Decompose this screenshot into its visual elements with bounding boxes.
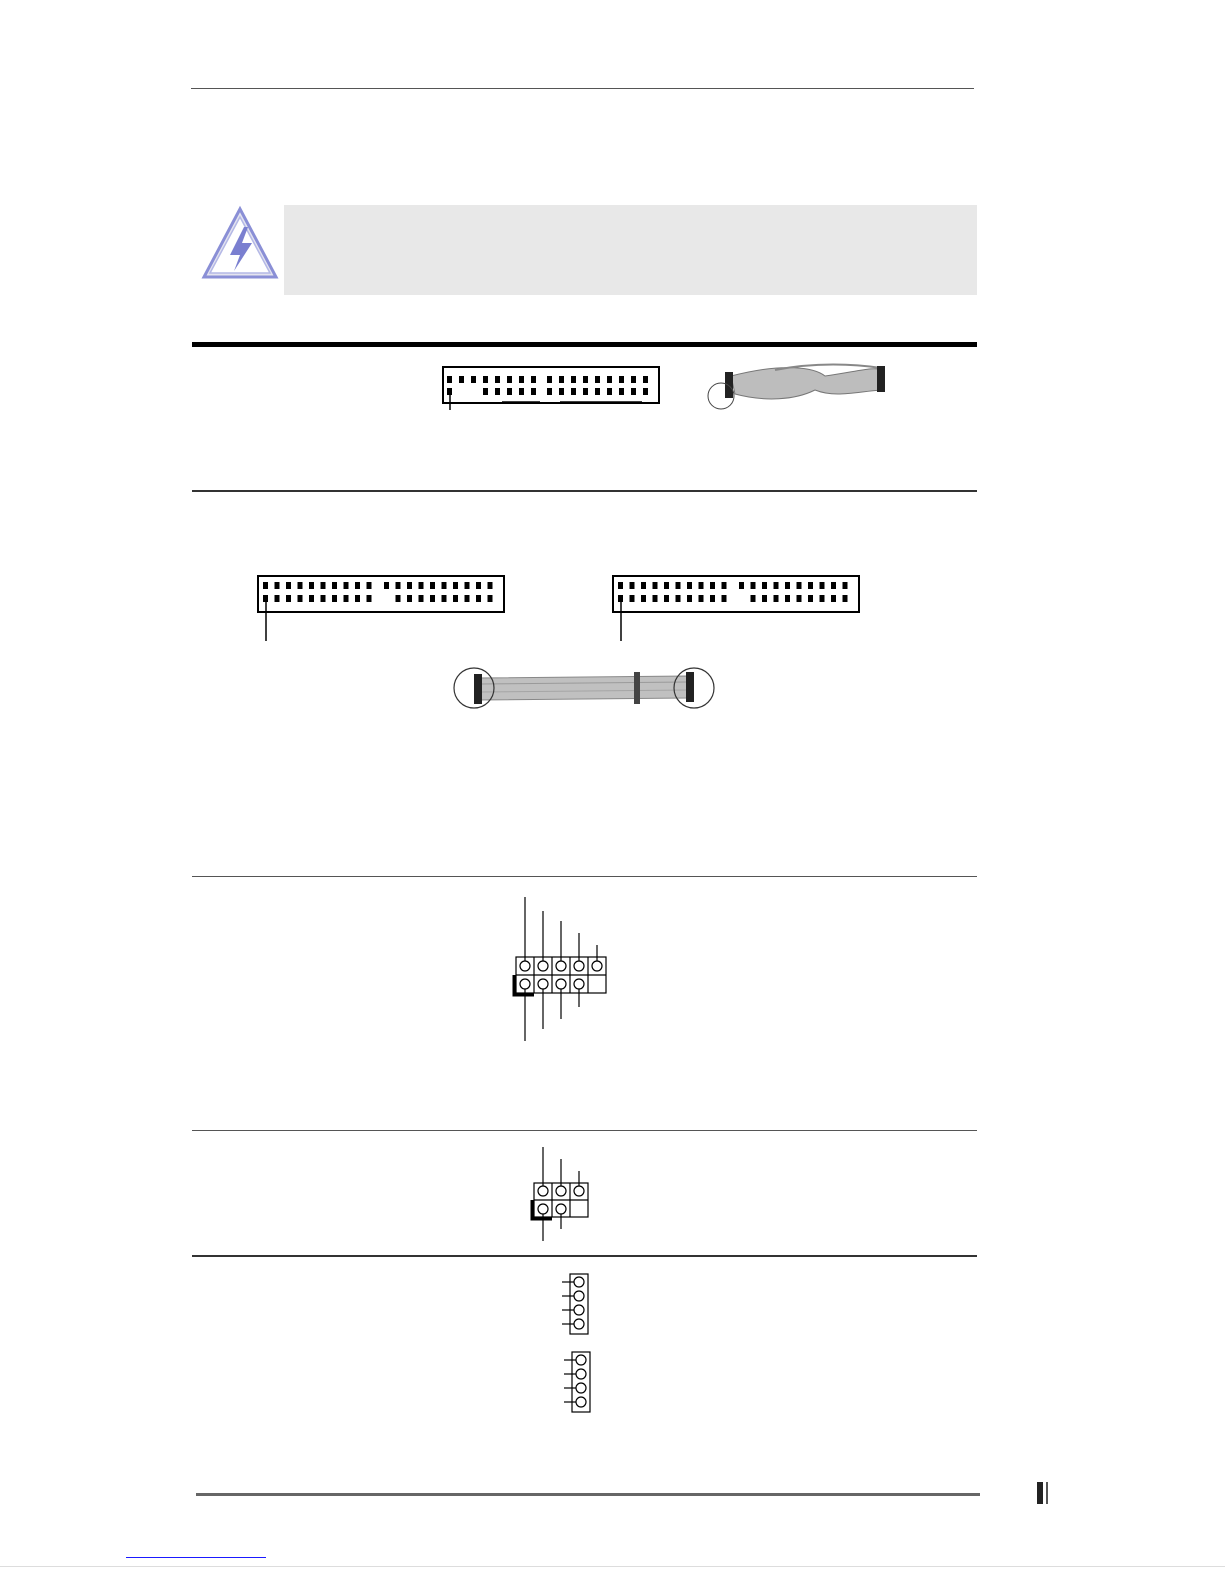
connector-pin — [321, 595, 326, 602]
connector-pin — [476, 595, 481, 602]
connector-pin — [641, 582, 646, 589]
floppy-connector-diagram — [442, 366, 662, 416]
connector-pin — [808, 595, 813, 602]
connector-pin — [507, 376, 512, 383]
connector-pin — [687, 582, 692, 589]
connector-pin — [785, 582, 790, 589]
connector-pin — [275, 582, 280, 589]
connector-pin — [820, 582, 825, 589]
connector-pin — [631, 388, 636, 395]
connector-pin — [344, 582, 349, 589]
connector-pin — [442, 595, 447, 602]
connector-pin — [453, 595, 458, 602]
connector-pin — [430, 582, 435, 589]
footer-link-underline[interactable] — [126, 1557, 266, 1558]
section-rule-usb — [192, 876, 977, 877]
page-number-mark — [1037, 1482, 1043, 1504]
connector-pin — [483, 388, 488, 395]
section-rule-ide — [192, 490, 977, 492]
caution-box — [284, 205, 977, 295]
connector-pin — [607, 388, 612, 395]
connector-pin — [643, 376, 648, 383]
connector-pin — [507, 388, 512, 395]
connector-pin — [298, 582, 303, 589]
connector-pin — [676, 595, 681, 602]
footer-rule — [196, 1493, 980, 1496]
connector-pin — [476, 582, 481, 589]
connector-pin — [595, 388, 600, 395]
connector-pin — [739, 582, 744, 589]
connector-pin — [630, 595, 635, 602]
connector-pin — [407, 582, 412, 589]
connector-pin — [309, 595, 314, 602]
connector-pin — [843, 582, 848, 589]
connector-pin — [447, 388, 452, 395]
connector-pin — [710, 582, 715, 589]
ide1-connector-diagram — [257, 575, 507, 645]
connector-pin — [797, 595, 802, 602]
connector-pin — [471, 376, 476, 383]
connector-pin — [488, 595, 493, 602]
connector-pin — [722, 595, 727, 602]
connector-pin — [309, 582, 314, 589]
connector-pin — [384, 582, 389, 589]
connector-pin — [430, 595, 435, 602]
connector-pin — [419, 595, 424, 602]
ide2-connector-diagram — [612, 575, 862, 645]
connector-pin — [442, 582, 447, 589]
connector-pin — [459, 376, 464, 383]
connector-pin — [483, 376, 488, 383]
connector-pin — [785, 595, 790, 602]
connector-pin — [396, 582, 401, 589]
connector-pin — [762, 595, 767, 602]
header-rule — [191, 88, 974, 89]
connector-pin — [367, 595, 372, 602]
connector-pin — [843, 595, 848, 602]
connector-pin — [831, 582, 836, 589]
connector-pin — [559, 376, 564, 383]
connector-pin — [298, 595, 303, 602]
connector-pin — [488, 582, 493, 589]
connector-pin — [808, 582, 813, 589]
connector-pin — [263, 582, 268, 589]
section-rule-floppy — [192, 342, 977, 347]
connector-pin — [699, 595, 704, 602]
connector-pin — [618, 582, 623, 589]
fan1-connector-diagram — [560, 1272, 600, 1342]
connector-pin — [286, 595, 291, 602]
connector-pin — [321, 582, 326, 589]
connector-pin — [583, 376, 588, 383]
connector-pin — [355, 595, 360, 602]
connector-pin — [687, 595, 692, 602]
connector-pin — [676, 582, 681, 589]
connector-pin — [722, 582, 727, 589]
connector-pin — [641, 595, 646, 602]
connector-pin — [531, 376, 536, 383]
floppy-cable-icon — [705, 362, 895, 412]
connector-pin — [465, 582, 470, 589]
warning-lightning-icon — [200, 205, 280, 285]
connector-pin — [531, 388, 536, 395]
connector-pin — [583, 388, 588, 395]
connector-pin — [774, 582, 779, 589]
connector-pin — [751, 595, 756, 602]
connector-pin — [332, 582, 337, 589]
connector-pin — [631, 376, 636, 383]
connector-pin — [653, 582, 658, 589]
connector-pin — [547, 376, 552, 383]
connector-pin — [607, 376, 612, 383]
footer-bottom-rule — [0, 1566, 1225, 1567]
connector-pin — [547, 388, 552, 395]
section-rule-fan — [192, 1255, 977, 1257]
connector-pin — [820, 595, 825, 602]
connector-pin — [664, 582, 669, 589]
connector-pin — [355, 582, 360, 589]
fan2-connector-diagram — [562, 1350, 602, 1420]
connector-pin — [396, 595, 401, 602]
connector-pin — [774, 595, 779, 602]
connector-pin — [344, 595, 349, 602]
connector-pin — [762, 582, 767, 589]
connector-pin — [699, 582, 704, 589]
section-rule-com — [192, 1130, 977, 1131]
connector-pin — [559, 388, 564, 395]
com-header-diagram — [528, 1145, 608, 1245]
connector-pin — [653, 595, 658, 602]
usb-header-diagram — [510, 895, 630, 1045]
connector-pin — [407, 595, 412, 602]
ide-cable-icon — [448, 660, 728, 720]
connector-pin — [419, 582, 424, 589]
connector-pin — [619, 388, 624, 395]
connector-pin — [495, 376, 500, 383]
connector-pin — [367, 582, 372, 589]
connector-pin — [465, 595, 470, 602]
page-number-mark-thin — [1046, 1482, 1048, 1504]
connector-pin — [619, 376, 624, 383]
connector-pin — [571, 388, 576, 395]
connector-pin — [751, 582, 756, 589]
connector-pin — [286, 582, 291, 589]
connector-pin — [453, 582, 458, 589]
connector-pin — [630, 582, 635, 589]
connector-pin — [797, 582, 802, 589]
connector-pin — [831, 595, 836, 602]
connector-pin — [571, 376, 576, 383]
connector-pin — [495, 388, 500, 395]
connector-pin — [664, 595, 669, 602]
connector-pin — [710, 595, 715, 602]
connector-pin — [595, 376, 600, 383]
connector-pin — [447, 376, 452, 383]
connector-pin — [332, 595, 337, 602]
connector-pin — [275, 595, 280, 602]
connector-pin — [643, 388, 648, 395]
connector-pin — [519, 376, 524, 383]
connector-pin — [519, 388, 524, 395]
